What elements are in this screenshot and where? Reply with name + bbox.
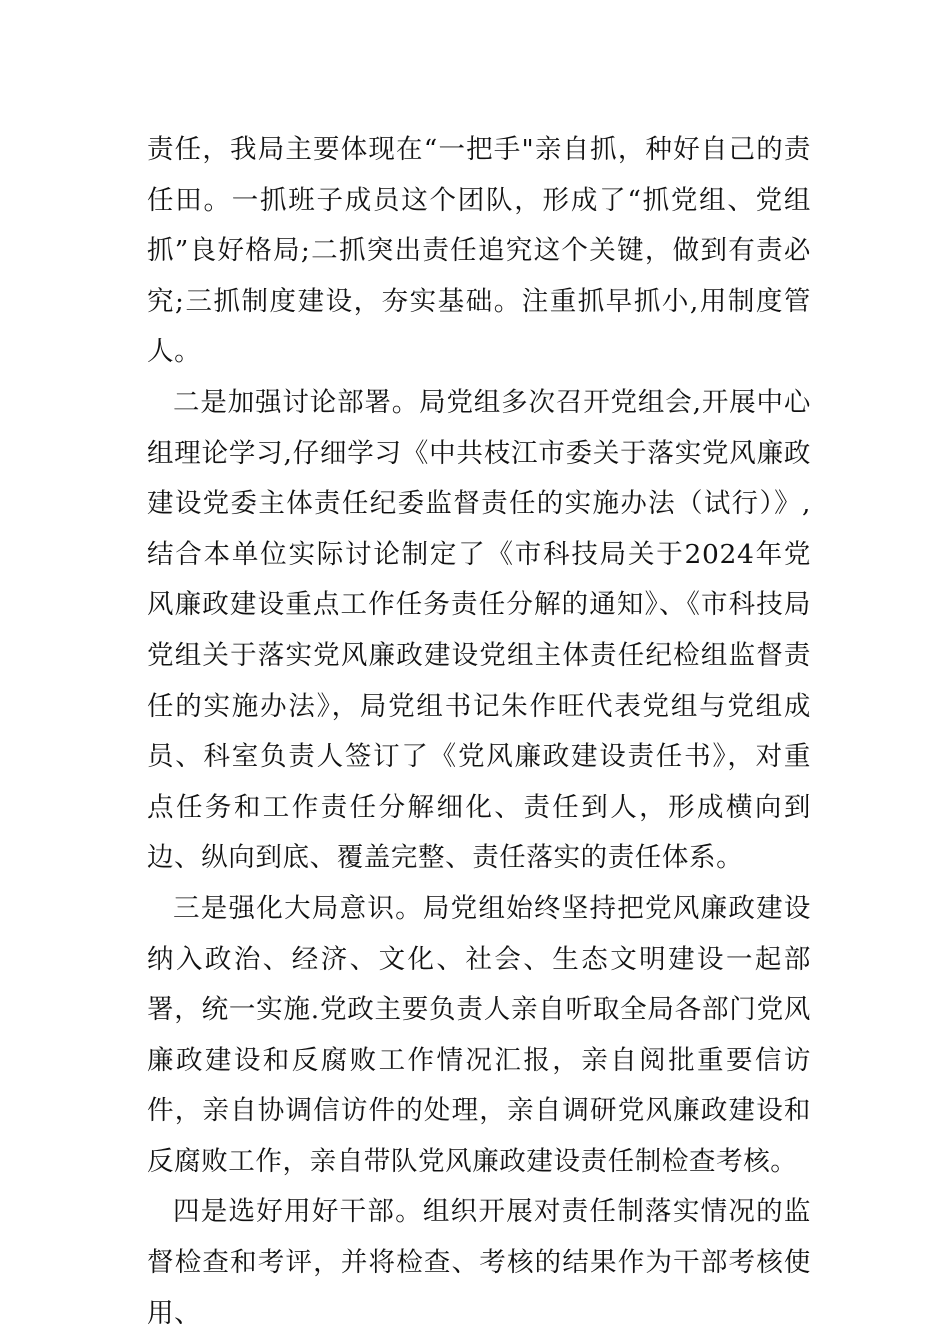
document-body bbox=[147, 125, 811, 1339]
paragraph-discussion-deployment: 二是加强讨论部署。局党组多次召开党组会,开展中心组理论学习,仔细学习《中共枝江市委关于落实党风廉政建设党委主体责任纪委监督责任的实施办法（试行）》,结合本单位实际讨论制定了《市科技局关于2024年党风廉政建设重点工作任务责任分解的通知》、《市科技局党组关于落实党风廉政建设党组主体责任纪检组监督责任的实施办法》，局党组书记朱作旺代表党组与党组成员、科室负责人签订了《党风廉政建设责任书》，对重点任务和工作责任分解细化、责任到人，形成横向到边、纵向到底、覆盖完整、责任落实的责任体系。 bbox=[147, 386, 811, 874]
paragraph-responsibility-continuation: 责任，我局主要体现在“一把手"亲自抓，种好自己的责任田。一抓班子成员这个团队，形成了“抓党组、党组抓”良好格局;二抓突出责任追究这个关键，做到有责必究;三抓制度建设，夯实基础。注重抓早抓小,用制度管人。 bbox=[147, 134, 811, 368]
paragraph-overall-awareness: 三是强化大局意识。局党组始终坚持把党风廉政建设纳入政治、经济、文化、社会、生态文明建设一起部署，统一实施.党政主要负责人亲自听取全局各部门党风廉政建设和反腐败工作情况汇报，亲自阅批重要信访件，亲自协调信访件的处理，亲自调研党风廉政建设和反腐败工作，亲自带队党风廉政建设责任制检查考核。 bbox=[147, 892, 811, 1177]
paragraph-cadre-selection: 四是选好用好干部。组织开展对责任制落实情况的监督检查和考评，并将检查、考核的结果作为干部考核使用、 bbox=[147, 1196, 811, 1329]
